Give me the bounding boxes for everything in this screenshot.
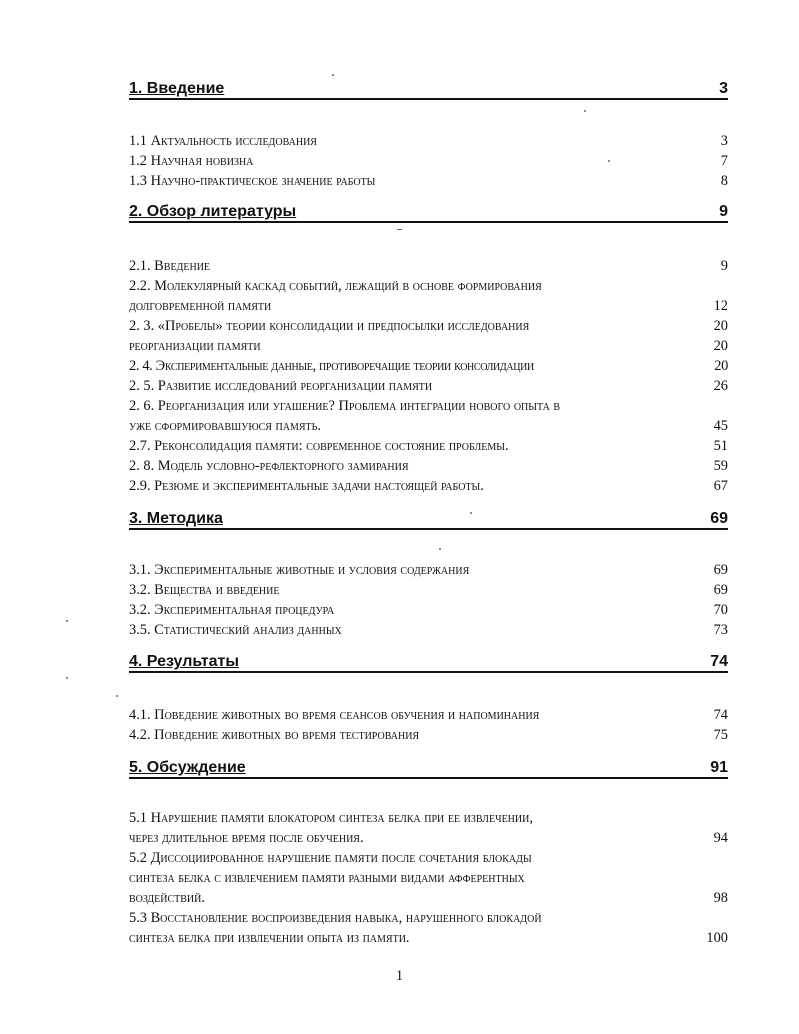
toc-entry[interactable]	[129, 476, 728, 496]
section-page: 69	[710, 510, 728, 527]
entry-page: 98	[713, 890, 728, 906]
toc-entry[interactable]	[129, 868, 728, 888]
scan-speck	[66, 677, 68, 679]
toc-entry[interactable]	[129, 276, 728, 296]
entry-text: 2.7. Реконсолидация памяти: современное состояние проблемы.	[129, 438, 509, 454]
entry-page: 8	[720, 173, 728, 189]
entry-text: 4.1. Поведение животных во время сеансов обучения и напоминания	[129, 707, 540, 723]
section-page: 3	[719, 80, 728, 97]
toc-entry[interactable]	[129, 296, 728, 316]
scan-speck	[397, 229, 402, 230]
entry-page: 26	[713, 378, 728, 394]
entry-page: 75	[713, 727, 728, 743]
toc-entry[interactable]	[129, 256, 728, 276]
entry-text: синтеза белка с извлечением памяти разными видами афферентных	[129, 870, 525, 886]
scan-speck	[66, 620, 68, 622]
entry-text: реорганизации памяти	[129, 338, 261, 354]
toc-entry[interactable]	[129, 456, 728, 476]
entry-text: 2. 4. Экспериментальные данные, противоречащие теории консолидации	[129, 358, 534, 374]
toc-entry[interactable]	[129, 908, 728, 928]
entry-text: 2.2. Молекулярный каскад событий, лежащий в основе формирования	[129, 278, 542, 294]
toc-section-heading[interactable]	[129, 757, 728, 779]
entry-page: 69	[713, 582, 728, 598]
toc-entry[interactable]	[129, 705, 728, 725]
scan-speck	[439, 548, 441, 550]
toc-section-heading[interactable]	[129, 651, 728, 673]
entry-page: 73	[713, 622, 728, 638]
entry-text: 3.1. Экспериментальные животные и условия содержания	[129, 562, 470, 578]
toc-entry[interactable]	[129, 151, 728, 171]
section-title: 5. Обсуждение	[129, 759, 246, 776]
toc-entry[interactable]	[129, 928, 728, 948]
toc-entry[interactable]	[129, 316, 728, 336]
toc-entry[interactable]	[129, 560, 728, 580]
section-title: 2. Обзор литературы	[129, 203, 297, 220]
toc-entry[interactable]	[129, 600, 728, 620]
entry-text: 3.2. Экспериментальная процедура	[129, 602, 335, 618]
entry-page: 67	[713, 478, 728, 494]
toc-entry[interactable]	[129, 416, 728, 436]
page-number: 1	[395, 968, 404, 984]
entry-page: 69	[713, 562, 728, 578]
toc-section-heading[interactable]	[129, 508, 728, 530]
toc-entry[interactable]	[129, 888, 728, 908]
scan-speck	[608, 160, 610, 162]
toc-entry[interactable]	[129, 171, 728, 191]
toc-section-heading[interactable]	[129, 201, 728, 223]
entry-text: 3.5. Статистический анализ данных	[129, 622, 342, 638]
scan-speck	[332, 74, 334, 76]
entry-page: 3	[720, 133, 728, 149]
entry-text: 2.1. Введение	[129, 258, 211, 274]
entry-page: 100	[706, 930, 728, 946]
toc-entry[interactable]	[129, 848, 728, 868]
entry-page: 12	[713, 298, 728, 314]
entry-text: через длительное время после обучения.	[129, 830, 364, 846]
section-title: 4. Результаты	[129, 653, 240, 670]
entry-text: 2. 5. Развитие исследований реорганизации памяти	[129, 378, 433, 394]
entry-page: 70	[713, 602, 728, 618]
toc-entry[interactable]	[129, 356, 728, 376]
entry-text: воздействий.	[129, 890, 205, 906]
entry-page: 45	[713, 418, 728, 434]
entry-page: 20	[713, 338, 728, 354]
toc-entry[interactable]	[129, 620, 728, 640]
toc-entry[interactable]	[129, 580, 728, 600]
entry-text: 2. 8. Модель условно-рефлекторного замирания	[129, 458, 409, 474]
entry-text: 1.3 Научно-практическое значение работы	[129, 173, 376, 189]
scan-speck	[470, 512, 472, 514]
toc-section-heading[interactable]	[129, 78, 728, 100]
scan-speck	[584, 110, 586, 112]
entry-page: 59	[713, 458, 728, 474]
section-page: 91	[710, 759, 728, 776]
entry-text: 5.2 Диссоциированное нарушение памяти после сочетания блокады	[129, 850, 532, 866]
entry-text: 1.2 Научная новизна	[129, 153, 254, 169]
entry-text: 2. 6. Реорганизация или угашение? Проблема интеграции нового опыта в	[129, 398, 561, 414]
toc-entry[interactable]	[129, 828, 728, 848]
entry-text: 5.1 Нарушение памяти блокатором синтеза белка при ее извлечении,	[129, 810, 533, 826]
toc-entry[interactable]	[129, 725, 728, 745]
toc-entry[interactable]	[129, 336, 728, 356]
section-page: 9	[719, 203, 728, 220]
entry-text: 4.2. Поведение животных во время тестирования	[129, 727, 420, 743]
entry-text: синтеза белка при извлечении опыта из памяти.	[129, 930, 410, 946]
toc-entry[interactable]	[129, 396, 728, 416]
entry-page: 9	[720, 258, 728, 274]
entry-text: 1.1 Актуальность исследования	[129, 133, 317, 149]
toc-entry[interactable]	[129, 131, 728, 151]
toc-entry[interactable]	[129, 436, 728, 456]
scan-speck	[116, 695, 118, 697]
entry-page: 74	[713, 707, 728, 723]
entry-text: 2.9. Резюме и экспериментальные задачи настоящей работы.	[129, 478, 484, 494]
entry-page: 20	[714, 358, 728, 374]
entry-text: 5.3 Восстановление воспроизведения навыка, нарушенного блокадой	[129, 910, 542, 926]
entry-text: 2. 3. «Пробелы» теории консолидации и предпосылки исследования	[129, 318, 530, 334]
section-title: 3. Методика	[129, 510, 223, 527]
toc-entry[interactable]	[129, 808, 728, 828]
toc-entry[interactable]	[129, 376, 728, 396]
entry-page: 20	[713, 318, 728, 334]
section-page: 74	[710, 653, 728, 670]
entry-text: 3.2. Вещества и введение	[129, 582, 280, 598]
entry-page: 7	[720, 153, 728, 169]
section-title: 1. Введение	[129, 80, 225, 97]
entry-page: 51	[713, 438, 728, 454]
entry-page: 94	[713, 830, 728, 846]
entry-text: уже сформировавшуюся память.	[129, 418, 322, 434]
entry-text: долговременной памяти	[129, 298, 272, 314]
